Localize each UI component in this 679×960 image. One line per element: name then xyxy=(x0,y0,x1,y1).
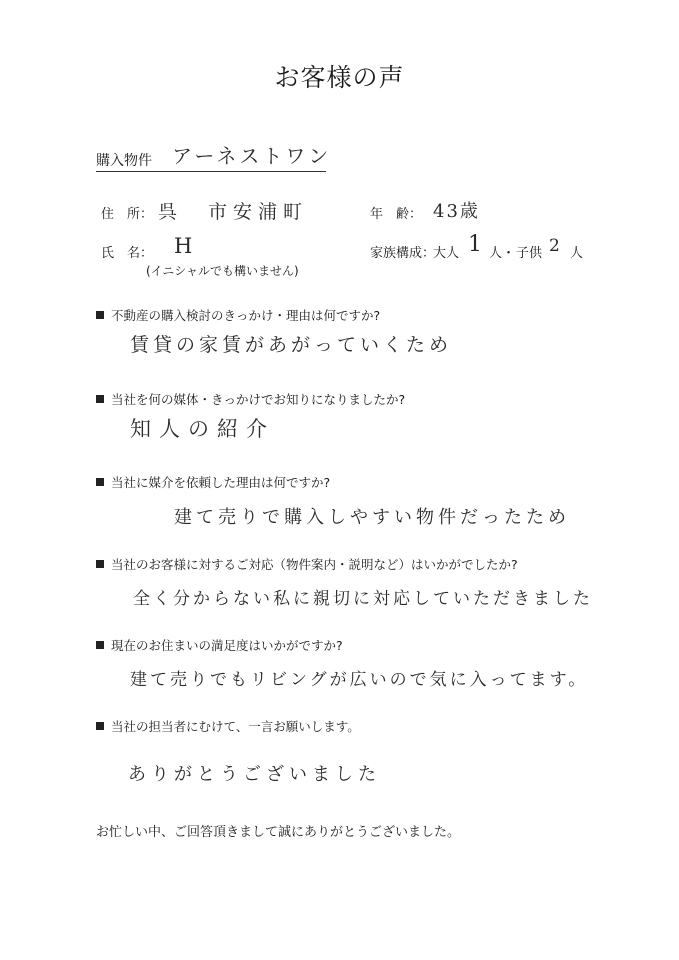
closing-message: お忙しい中、ご回答頂きまして誠にありがとうございました。 xyxy=(96,825,461,840)
age-value: 43歳 xyxy=(433,201,480,222)
family-adult-count: 1 xyxy=(468,232,487,257)
age-label: 年 齢： xyxy=(370,207,423,222)
answer-6: ありがとうございました xyxy=(128,764,381,785)
square-bullet-icon xyxy=(96,641,104,649)
property-value: アーネストワン xyxy=(172,144,332,168)
page-title: お客様の声 xyxy=(274,63,405,92)
family-unit-1: 人・ xyxy=(489,246,516,261)
square-bullet-icon xyxy=(96,560,104,568)
address-label: 住 所： xyxy=(101,207,154,222)
square-bullet-icon xyxy=(96,478,104,486)
question-3: 当社に媒介を依頼した理由は何ですか? xyxy=(96,473,330,491)
question-6: 当社の担当者にむけて、一言お願いします。 xyxy=(96,717,360,735)
answer-3: 建て売りで購入しやすい物件だったため xyxy=(174,507,570,528)
question-5: 現在のお住まいの満足度はいかがですか? xyxy=(96,636,343,654)
name-note: (イニシャルでも構いません) xyxy=(146,264,299,278)
question-4: 当社のお客様に対するご対応（物件案内・説明など）はいかがでしたか? xyxy=(96,555,518,573)
name-value: H xyxy=(174,234,198,258)
family-child-label: 子供 xyxy=(516,246,543,261)
answer-4: 全く分からない私に親切に対応していただきました xyxy=(133,589,593,609)
address-value: 呉 市安浦町 xyxy=(158,201,309,223)
family-adult-label: 大人 xyxy=(433,246,460,261)
square-bullet-icon xyxy=(96,311,104,319)
answer-5: 建て売りでもリビングが広いので気に入ってます。 xyxy=(130,670,589,690)
question-1: 不動産の購入検討のきっかけ・理由は何ですか? xyxy=(96,306,380,324)
name-label: 氏 名： xyxy=(101,246,154,261)
property-underline xyxy=(96,171,326,172)
family-unit-2: 人 xyxy=(570,246,584,261)
family-label: 家族構成： xyxy=(370,246,436,261)
square-bullet-icon xyxy=(96,722,104,730)
square-bullet-icon xyxy=(96,395,104,403)
question-2: 当社を何の媒体・きっかけでお知りになりましたか? xyxy=(96,390,405,408)
property-label: 購入物件 xyxy=(96,153,152,169)
answer-2: 知人の紹介 xyxy=(130,417,275,441)
family-child-count: 2 xyxy=(549,236,565,256)
answer-1: 賃貸の家賃があがっていくため xyxy=(130,334,453,356)
